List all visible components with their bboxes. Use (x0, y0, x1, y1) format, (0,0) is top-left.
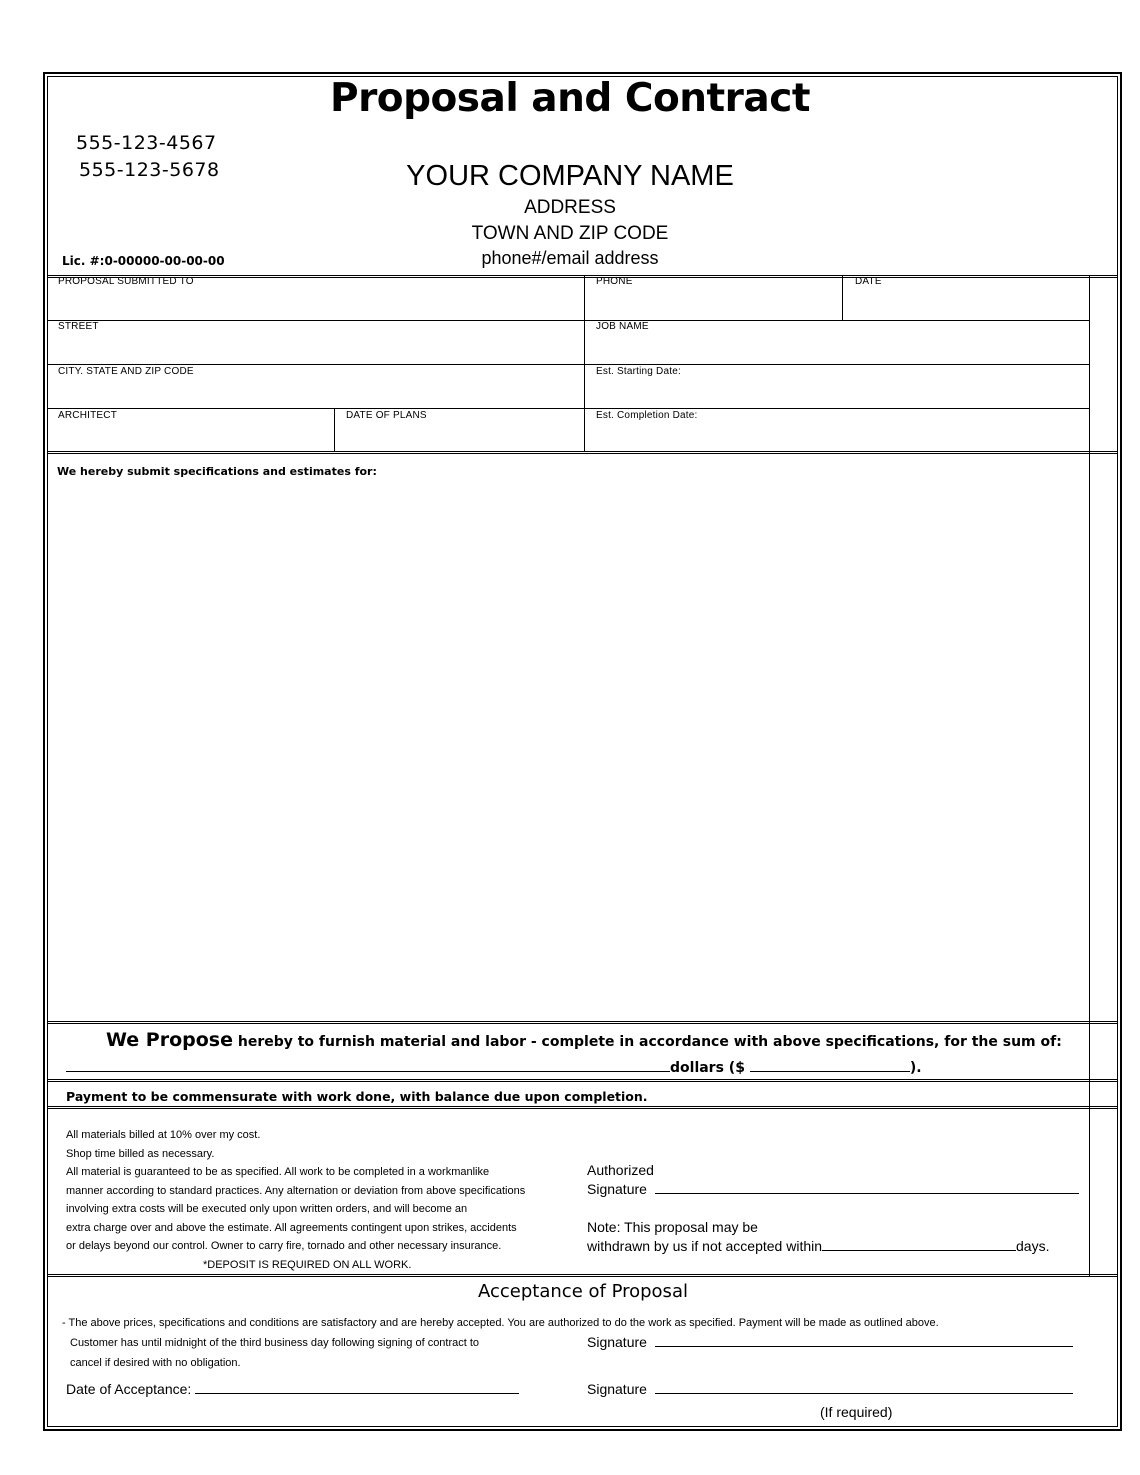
date-of-plans-label: DATE OF PLANS (346, 410, 427, 421)
acceptance-title: Acceptance of Proposal (478, 1281, 688, 1302)
terms-line: involving extra costs will be executed only upon written orders, and will become an (66, 1203, 468, 1215)
note-line-1: Note: This proposal may be (587, 1219, 758, 1235)
terms-line: or delays beyond our control. Owner to carry fire, tornado and other necessary insurance. (66, 1240, 502, 1252)
phone-number-2: 555-123-5678 (79, 159, 220, 181)
customer-signature-row-2 (587, 1381, 1073, 1397)
customer-signature-label-1: Signature (587, 1334, 647, 1350)
est-starting-date-label: Est. Starting Date: (596, 366, 681, 377)
grid-col-divider-plans (334, 408, 335, 452)
payment-terms: Payment to be commensurate with work done, with balance due upon completion. (66, 1089, 648, 1104)
payment-bottom-rule (47, 1106, 1118, 1109)
document-title: Proposal and Contract (329, 76, 810, 121)
phone-label: PHONE (596, 276, 633, 287)
terms-line: Shop time billed as necessary. (66, 1147, 215, 1160)
we-propose-text: hereby to furnish material and labor - complete in accordance with above specifications, for the sum of: (237, 1034, 1062, 1050)
days-field[interactable] (822, 1238, 1016, 1251)
est-completion-date-label: Est. Completion Date: (596, 410, 698, 421)
terms-line: All materials billed at 10% over my cost. (66, 1129, 261, 1141)
customer-signature-label-2: Signature (587, 1381, 647, 1397)
architect-label: ARCHITECT (58, 410, 118, 421)
acceptance-cancel-line-2: cancel if desired with no obligation. (70, 1357, 241, 1369)
customer-signature-row-1 (587, 1334, 1073, 1350)
date-of-acceptance-label: Date of Acceptance: (66, 1381, 192, 1397)
sum-words-blank (66, 1059, 670, 1072)
company-name: YOUR COMPANY NAME (406, 160, 734, 192)
authorized-label: Authorized (587, 1162, 654, 1178)
phone-number-1: 555-123-4567 (76, 132, 217, 154)
proposal-submitted-to-label: PROPOSAL SUBMITTED TO (58, 276, 194, 287)
company-contact: phone#/email address (481, 248, 659, 268)
grid-col-divider-date (842, 276, 843, 320)
sum-amount-blank (750, 1059, 910, 1072)
terms-line: extra charge over and above the estimate. All agreements contingent upon strikes, accidents (66, 1221, 517, 1234)
grid-col-divider-main (584, 276, 585, 452)
grid-row-rule-1 (47, 320, 1090, 321)
acceptance-cancel-line-1: Customer has until midnight of the third business day following signing of contract to (70, 1337, 480, 1349)
spec-right-edge (1089, 452, 1090, 1024)
spec-bottom-rule (47, 1021, 1118, 1024)
propose-bottom-rule (47, 1079, 1118, 1082)
dollars-close: ). (909, 1060, 922, 1076)
dollars-label: dollars ($ (670, 1060, 745, 1076)
terms-bottom-rule (47, 1274, 1118, 1277)
authorized-signature-label: Signature (587, 1181, 647, 1197)
job-name-label: JOB NAME (596, 321, 649, 332)
authorized-signature-field[interactable] (655, 1181, 1079, 1194)
lower-right-edge (1089, 1024, 1090, 1276)
terms-line: manner according to standard practices. Any alternation or deviation from above specifications (66, 1184, 526, 1197)
days-label: days. (1016, 1238, 1050, 1254)
specifications-label: We hereby submit specifications and estimates for: (57, 465, 377, 478)
grid-row-rule-3 (47, 408, 1090, 409)
street-label: STREET (58, 321, 99, 332)
grid-row-rule-2 (47, 364, 1090, 365)
customer-signature-field-1[interactable] (655, 1334, 1073, 1347)
grid-top-rule (47, 275, 1118, 278)
customer-signature-field-2[interactable] (655, 1381, 1073, 1394)
grid-right-edge (1089, 276, 1090, 452)
company-address: ADDRESS (524, 197, 616, 218)
sum-line (66, 1059, 922, 1076)
terms-line: All material is guaranteed to be as specified. All work to be completed in a workmanlike (66, 1166, 490, 1178)
city-state-zip-label: CITY. STATE AND ZIP CODE (58, 366, 194, 377)
grid-bottom-rule (47, 451, 1118, 454)
terms-block (66, 1126, 525, 1256)
if-required-note: (If required) (820, 1404, 893, 1420)
we-propose-lead: We Propose (106, 1029, 233, 1051)
date-label: DATE (855, 276, 882, 287)
date-of-acceptance-row (66, 1381, 519, 1397)
deposit-notice: *DEPOSIT IS REQUIRED ON ALL WORK. (203, 1259, 412, 1271)
authorized-signature-row (587, 1181, 1079, 1197)
date-of-acceptance-field[interactable] (195, 1381, 519, 1394)
we-propose-statement (106, 1029, 1062, 1051)
license-number: Lic. #:0-00000-00-00-00 (62, 254, 225, 268)
note-withdrawn-text: withdrawn by us if not accepted within (587, 1238, 823, 1254)
acceptance-statement: - The above prices, specifications and conditions are satisfactory and are hereby accepted. You are authorized to do the work as specified. Payment will be made as outlined above. (62, 1317, 939, 1329)
company-town-zip: TOWN AND ZIP CODE (471, 223, 669, 244)
note-line-2 (587, 1238, 1049, 1254)
